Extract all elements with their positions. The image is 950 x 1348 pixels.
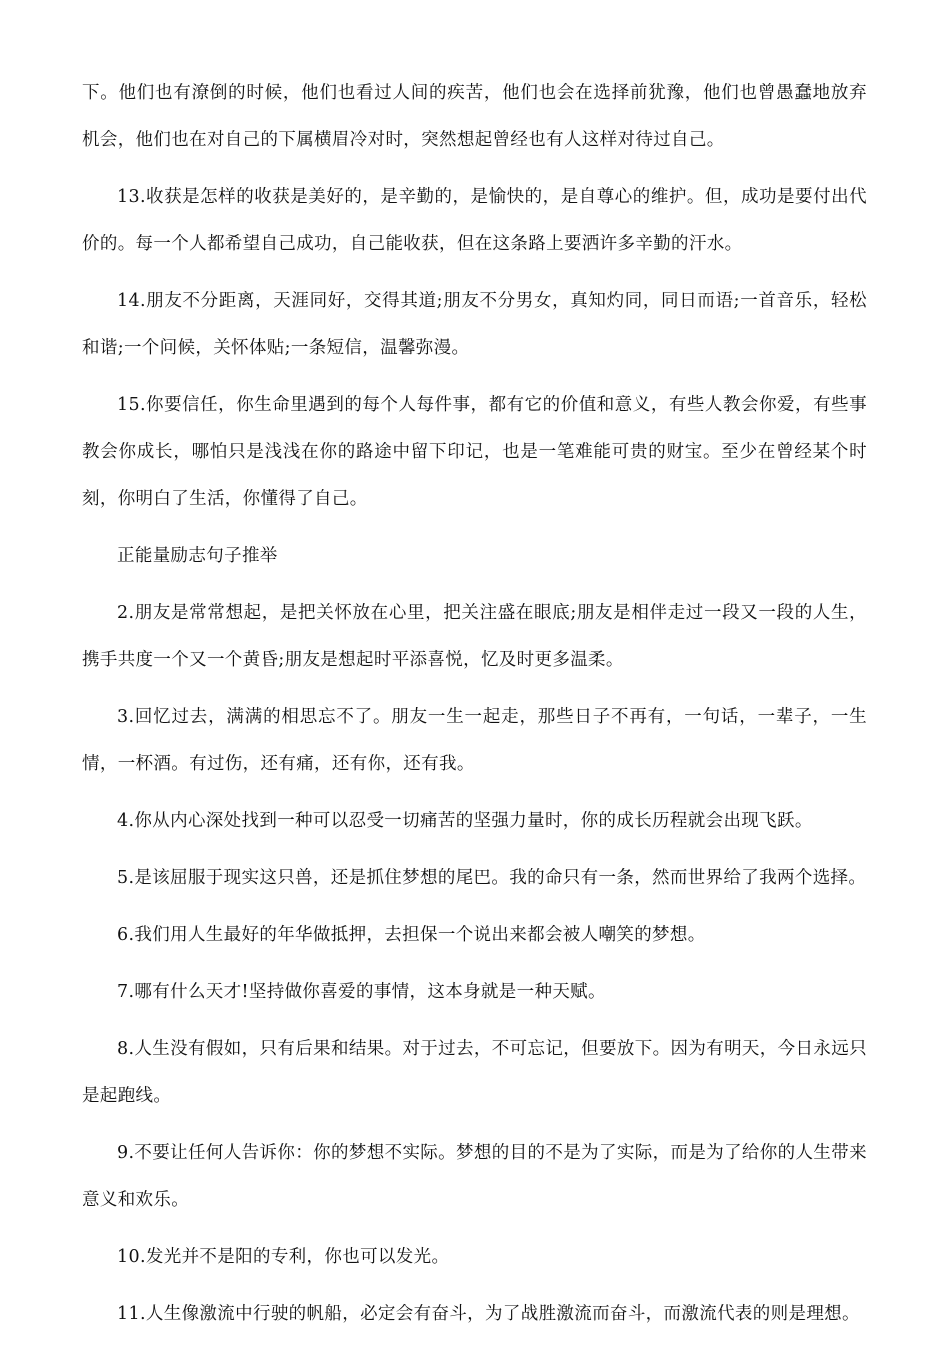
paragraph-5: 5.是该屈服于现实这只兽，还是抓住梦想的尾巴。我的命只有一条，然而世界给了我两个选择。 — [117, 868, 867, 888]
paragraph-continuation: 下。他们也有潦倒的时候，他们也看过人间的疾苦，他们也会在选择前犹豫，他们也曾愚蠢地放弃机会，他们也在对自己的下属横眉冷对时，突然想起曾经也有人这样对待过自己。 — [82, 83, 867, 150]
document-body — [82, 70, 867, 1348]
paragraph-14: 14.朋友不分距离，天涯同好，交得其道;朋友不分男女，真知灼同，同日而语;一首音乐，轻松和谐;一个问候，关怀体贴;一条短信，温馨弥漫。 — [82, 291, 867, 358]
paragraph-6: 6.我们用人生最好的年华做抵押，去担保一个说出来都会被人嘲笑的梦想。 — [117, 925, 706, 945]
paragraph-7: 7.哪有什么天才!坚持做你喜爱的事情，这本身就是一种天赋。 — [117, 982, 606, 1002]
paragraph-15: 15.你要信任，你生命里遇到的每个人每件事，都有它的价值和意义，有些人教会你爱，有些事教会你成长，哪怕只是浅浅在你的路途中留下印记，也是一笔难能可贵的财宝。至少在曾经某个时刻，你明白了生活，你懂得了自己。 — [82, 395, 867, 509]
paragraph-2: 2.朋友是常常想起，是把关怀放在心里，把关注盛在眼底;朋友是相伴走过一段又一段的人生，携手共度一个又一个黄昏;朋友是想起时平添喜悦，忆及时更多温柔。 — [82, 603, 867, 670]
paragraph-9: 9.不要让任何人告诉你：你的梦想不实际。梦想的目的不是为了实际，而是为了给你的人生带来意义和欢乐。 — [82, 1143, 867, 1210]
section-heading: 正能量励志句子推举 — [117, 546, 278, 566]
paragraph-10: 10.发光并不是阳的专利，你也可以发光。 — [117, 1247, 450, 1267]
paragraph-8: 8.人生没有假如，只有后果和结果。对于过去，不可忘记，但要放下。因为有明天，今日永远只是起跑线。 — [82, 1039, 867, 1106]
paragraph-13: 13.收获是怎样的收获是美好的，是辛勤的，是愉快的，是自尊心的维护。但，成功是要付出代价的。每一个人都希望自己成功，自己能收获，但在这条路上要洒许多辛勤的汗水。 — [82, 187, 867, 254]
paragraph-3: 3.回忆过去，满满的相思忘不了。朋友一生一起走，那些日子不再有，一句话，一辈子，一生情，一杯酒。有过伤，还有痛，还有你，还有我。 — [82, 707, 867, 774]
paragraph-11: 11.人生像激流中行驶的帆船，必定会有奋斗，为了战胜激流而奋斗，而激流代表的则是理想。 — [117, 1304, 860, 1324]
paragraph-4: 4.你从内心深处找到一种可以忍受一切痛苦的坚强力量时，你的成长历程就会出现飞跃。 — [117, 811, 813, 831]
